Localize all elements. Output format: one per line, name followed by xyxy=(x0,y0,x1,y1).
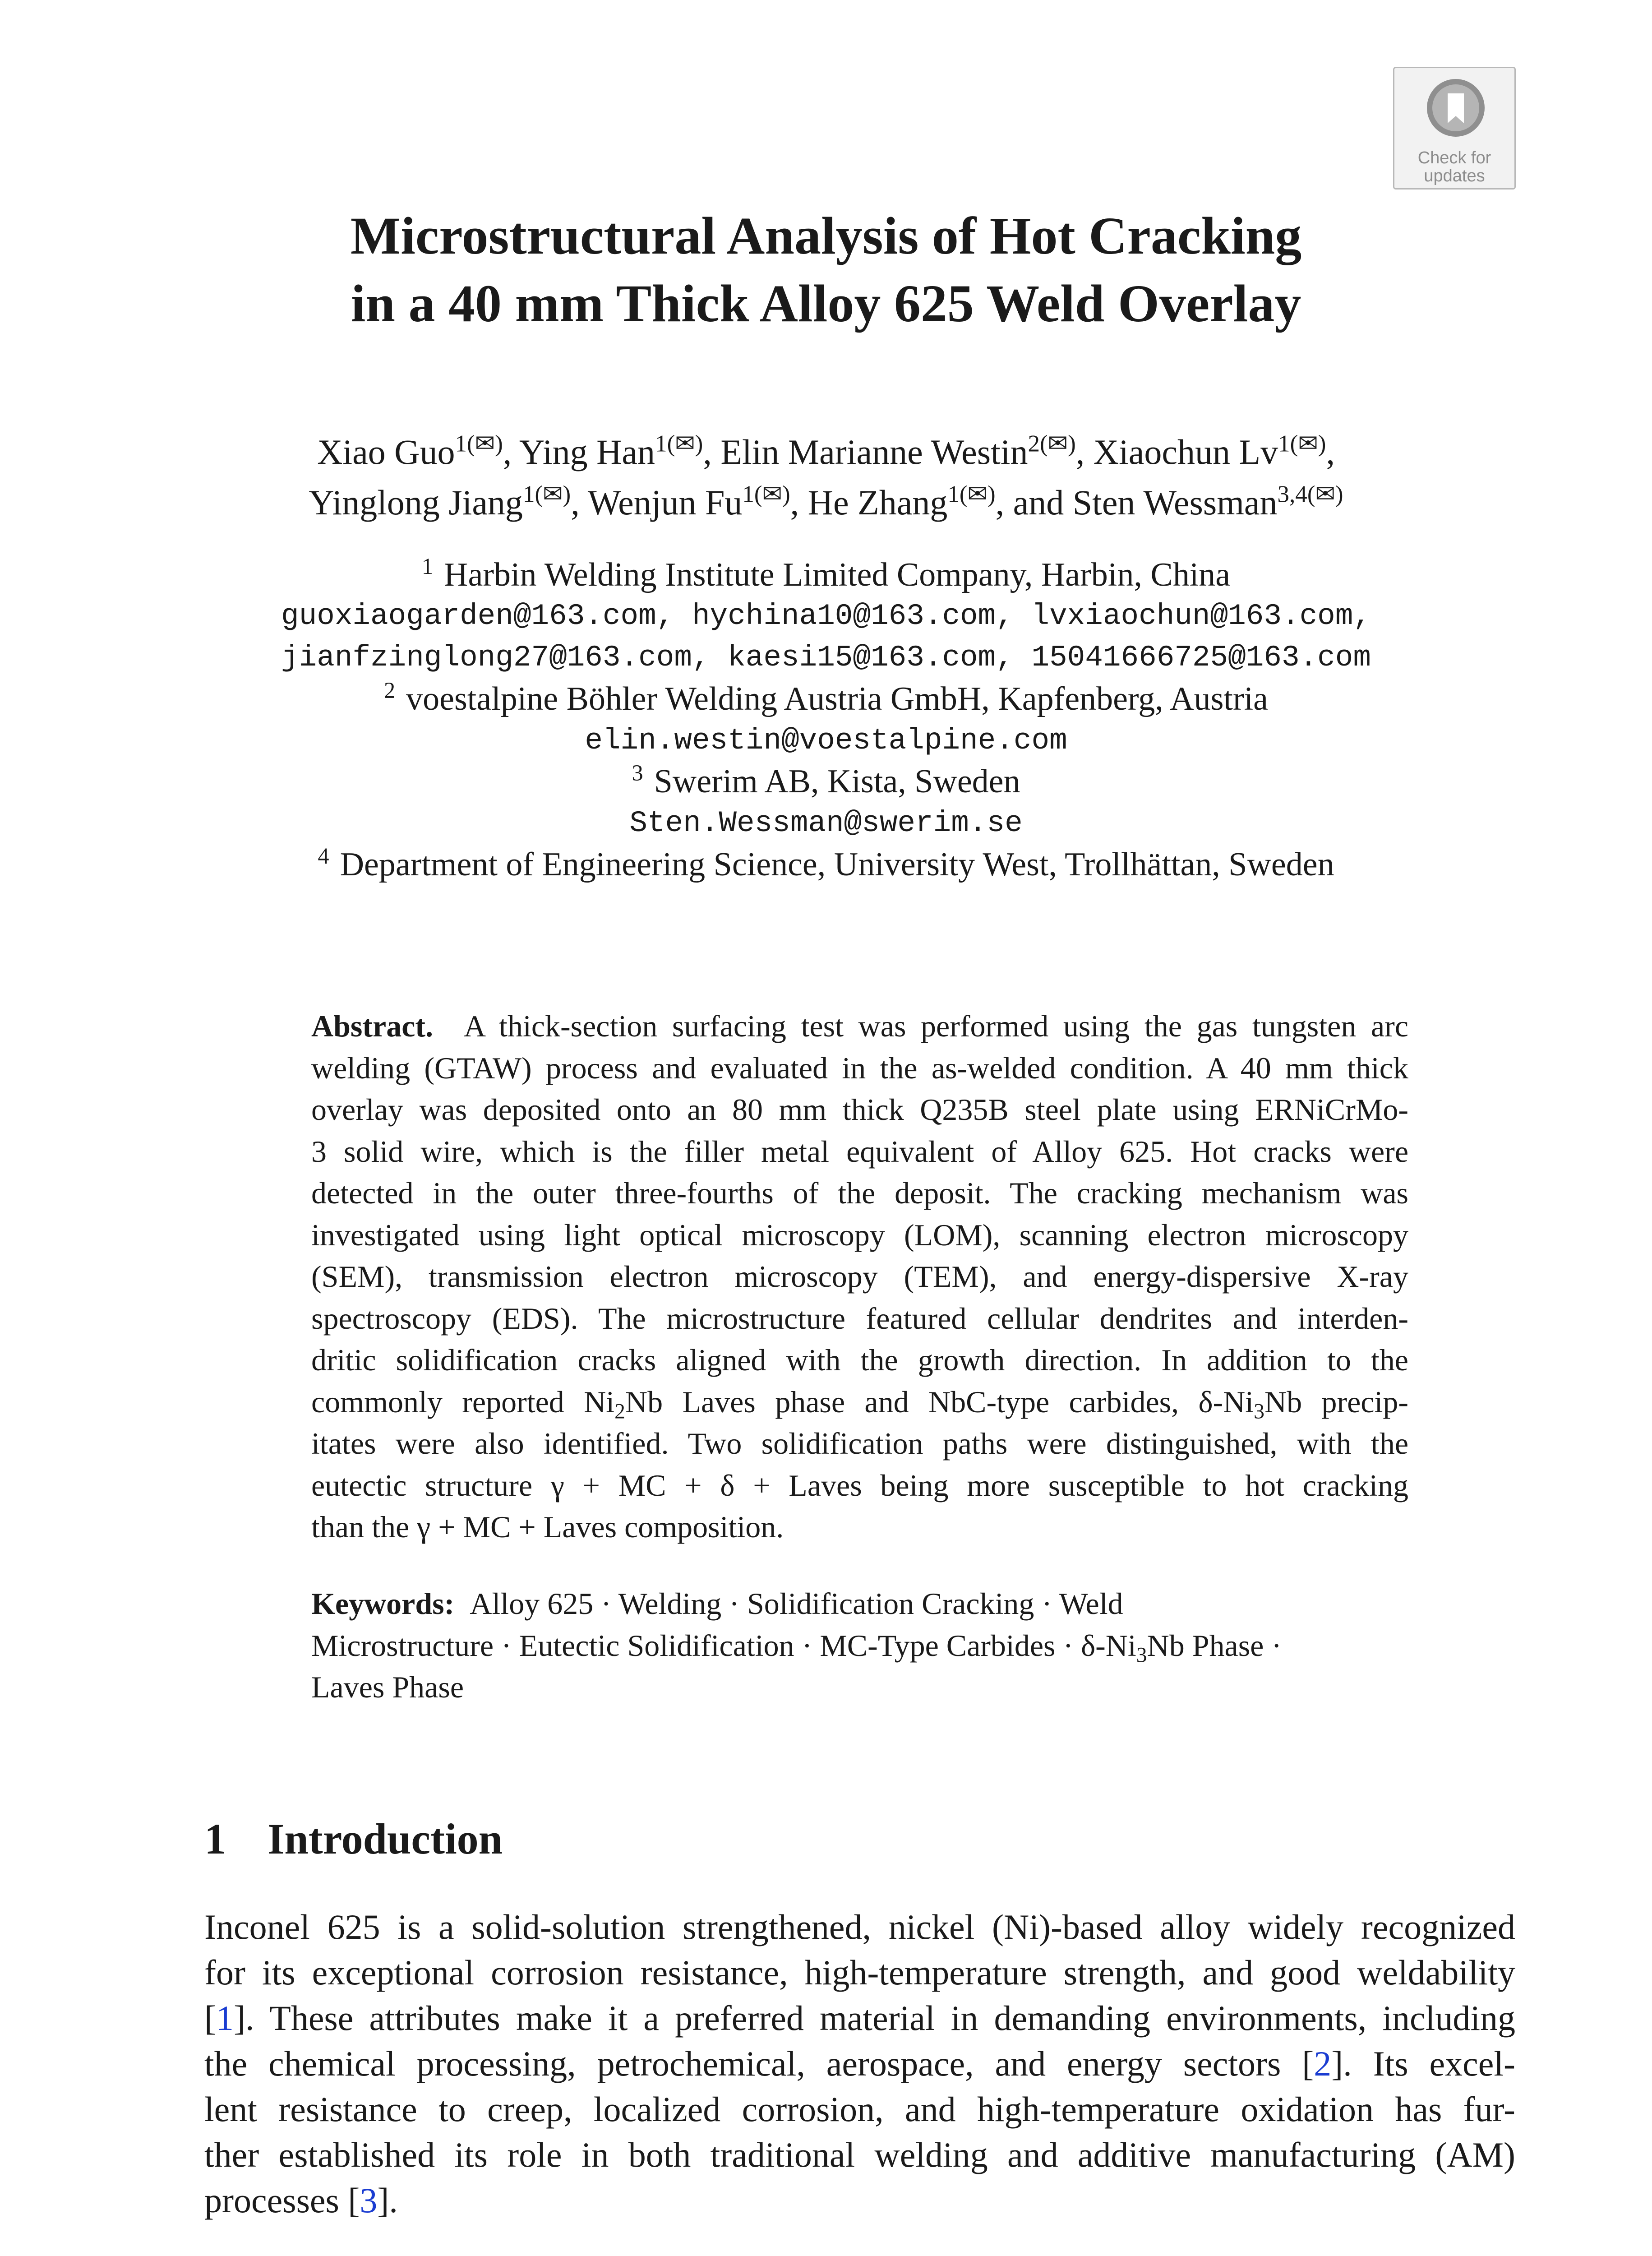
author-name: Wenjun Fu xyxy=(587,483,743,522)
badge-label-line2: updates xyxy=(1424,166,1485,185)
author-affiliation-mark: 3,4(✉) xyxy=(1277,481,1343,508)
author-name: Xiao Guo xyxy=(317,432,455,472)
keywords-label: Keywords: xyxy=(311,1586,455,1621)
keywords-line xyxy=(311,1625,1408,1667)
body-line xyxy=(204,1904,1515,1950)
author-name: Sten Wessman xyxy=(1072,483,1278,522)
author-name: Xiaochun Lv xyxy=(1093,432,1278,472)
abstract-text: eutectic structure γ + MC + δ + Laves being more susceptible to hot cracking xyxy=(311,1468,1408,1502)
author-separator: , xyxy=(1326,432,1335,472)
affiliation-name: voestalpine Böhler Welding Austria GmbH, Kapfenberg, Austria xyxy=(406,680,1268,717)
abstract-text: than the γ + MC + Laves composition. xyxy=(311,1510,784,1544)
abstract-line xyxy=(311,1089,1408,1131)
paper-title-line1: Microstructural Analysis of Hot Cracking xyxy=(350,206,1302,265)
abstract-line xyxy=(311,1381,1408,1423)
author-affiliation-mark: 1(✉) xyxy=(947,481,996,508)
abstract-text: overlay was deposited onto an 80 mm thick Q235B steel plate using ERNiCrMo- xyxy=(311,1092,1408,1127)
abstract-line xyxy=(311,1339,1408,1381)
badge-label-line1: Check for xyxy=(1417,148,1491,167)
keywords-text: Alloy 625 · Welding · Solidification Cracking · Weld xyxy=(470,1586,1123,1621)
abstract-line xyxy=(311,1465,1408,1507)
abstract-text: dritic solidification cracks aligned with the growth direction. In addition to the xyxy=(311,1343,1408,1377)
abstract-text: (SEM), transmission electron microscopy (TEM), and energy-dispersive X-ray xyxy=(311,1259,1408,1294)
affiliation-number: 4 xyxy=(318,843,329,869)
body-line xyxy=(204,2132,1515,2177)
citation-link[interactable]: 2 xyxy=(1314,2044,1332,2083)
author-name: He Zhang xyxy=(808,483,948,522)
affiliation-number: 1 xyxy=(421,553,434,579)
body-line xyxy=(204,2177,1515,2223)
affiliation-name: Harbin Welding Institute Limited Company, Harbin, China xyxy=(444,556,1231,593)
author-separator: , xyxy=(571,483,588,522)
affiliation-3 xyxy=(0,761,1652,803)
abstract-line xyxy=(311,1423,1408,1465)
body-line xyxy=(204,2086,1515,2132)
affiliation-number: 2 xyxy=(383,677,396,703)
affiliation-4 xyxy=(0,844,1652,886)
affiliation-2 xyxy=(0,678,1652,720)
affiliation-emails: Sten.Wessman@swerim.se xyxy=(629,806,1023,840)
section-heading xyxy=(204,1814,503,1864)
author-separator: , xyxy=(1075,432,1094,472)
abstract-line xyxy=(311,1214,1408,1256)
abstract-line xyxy=(311,1298,1408,1340)
body-text: processes [ xyxy=(204,2181,360,2220)
author-name: Elin Marianne Westin xyxy=(720,432,1028,472)
author-affiliation-mark: 1(✉) xyxy=(522,481,571,508)
abstract-label: Abstract. xyxy=(311,1009,434,1043)
body-text: ]. These attributes make it a preferred material in demanding environments, including xyxy=(233,1998,1515,2038)
abstract-line xyxy=(311,1005,1408,1047)
author-separator: , xyxy=(790,483,808,522)
paper-title-line2: in a 40 mm Thick Alloy 625 Weld Overlay xyxy=(351,274,1301,333)
abstract-text: 3 solid wire, which is the filler metal equivalent of Alloy 625. Hot cracks were xyxy=(311,1134,1408,1169)
body-text: [ xyxy=(204,1998,216,2038)
abstract-line xyxy=(311,1131,1408,1173)
body-text: ]. xyxy=(377,2181,398,2220)
author-name: Yinglong Jiang xyxy=(309,483,523,522)
abstract-text: A thick-section surfacing test was performed using the gas tungsten arc xyxy=(464,1009,1408,1043)
author-name: Ying Han xyxy=(519,432,655,472)
section-number: 1 xyxy=(204,1815,226,1863)
abstract xyxy=(311,1005,1408,1548)
author-affiliation-mark: 1(✉) xyxy=(655,430,703,457)
affiliation-name: Department of Engineering Science, University West, Trollhättan, Sweden xyxy=(340,846,1334,883)
keywords-line xyxy=(311,1666,1408,1708)
body-text: Inconel 625 is a solid-solution strengthened, nickel (Ni)-based alloy widely recognized xyxy=(204,1907,1515,1946)
author-list-line2 xyxy=(0,477,1652,528)
author-affiliation-mark: 2(✉) xyxy=(1028,430,1076,457)
body-text: ther established its role in both traditional welding and additive manufacturing (AM) xyxy=(204,2135,1515,2174)
author-separator: , and xyxy=(995,483,1073,522)
citation-link[interactable]: 3 xyxy=(360,2181,378,2220)
introduction-paragraph xyxy=(204,1904,1515,2223)
author-affiliation-mark: 1(✉) xyxy=(455,430,503,457)
abstract-text: investigated using light optical microscopy (LOM), scanning electron microscopy xyxy=(311,1217,1408,1252)
bookmark-icon xyxy=(1424,76,1487,139)
abstract-text: detected in the outer three-fourths of the deposit. The cracking mechanism was xyxy=(311,1176,1408,1210)
abstract-text: welding (GTAW) process and evaluated in the as-welded condition. A 40 mm thick xyxy=(311,1050,1408,1085)
affiliation-emails: elin.westin@voestalpine.com xyxy=(585,724,1067,758)
body-line xyxy=(204,1995,1515,2041)
affiliation-emails: jianfzinglong27@163.com, kaesi15@163.com, 15041666725@163.com xyxy=(281,641,1371,675)
body-text: the chemical processing, petrochemical, aerospace, and energy sectors [ xyxy=(204,2044,1314,2083)
author-affiliation-mark: 1(✉) xyxy=(742,481,790,508)
affiliation-number: 3 xyxy=(632,760,643,786)
affiliation-1 xyxy=(0,554,1652,596)
affiliation-emails: guoxiaogarden@163.com, hychina10@163.com, lvxiaochun@163.com, xyxy=(281,599,1371,633)
body-text: ]. Its excel- xyxy=(1331,2044,1516,2083)
body-text: for its exceptional corrosion resistance, high-temperature strength, and good weldability xyxy=(204,1953,1515,1992)
author-separator: , xyxy=(503,432,519,472)
abstract-line xyxy=(311,1256,1408,1298)
body-line xyxy=(204,1950,1515,1995)
affiliation-name: Swerim AB, Kista, Sweden xyxy=(654,763,1020,800)
keywords-text: Laves Phase xyxy=(311,1670,464,1704)
check-for-updates-badge[interactable] xyxy=(1393,67,1516,190)
abstract-text: commonly reported $Ni_2Nb$ Laves phase and NbC-type carbides, $\delta-Ni_3Nb$ precip- xyxy=(311,1384,1409,1423)
author-affiliation-mark: 1(✉) xyxy=(1278,430,1326,457)
abstract-line xyxy=(311,1047,1408,1089)
author-separator: , xyxy=(703,432,721,472)
body-line xyxy=(204,2041,1515,2086)
author-list-line1 xyxy=(0,427,1652,477)
keywords xyxy=(311,1583,1408,1708)
keywords-text: Microstructure · Eutectic Solidification · MC-Type Carbides · $\delta-Ni_3Nb$ Phase · xyxy=(311,1628,1282,1667)
abstract-line xyxy=(311,1506,1408,1548)
section-title: Introduction xyxy=(268,1815,503,1863)
keywords-line xyxy=(311,1583,1408,1625)
citation-link[interactable]: 1 xyxy=(216,1998,234,2038)
abstract-line xyxy=(311,1172,1408,1214)
abstract-text: itates were also identified. Two solidification paths were distinguished, with the xyxy=(311,1426,1408,1461)
body-text: lent resistance to creep, localized corrosion, and high-temperature oxidation has fur- xyxy=(204,2090,1515,2129)
abstract-text: spectroscopy (EDS). The microstructure featured cellular dendrites and interden- xyxy=(311,1301,1408,1336)
